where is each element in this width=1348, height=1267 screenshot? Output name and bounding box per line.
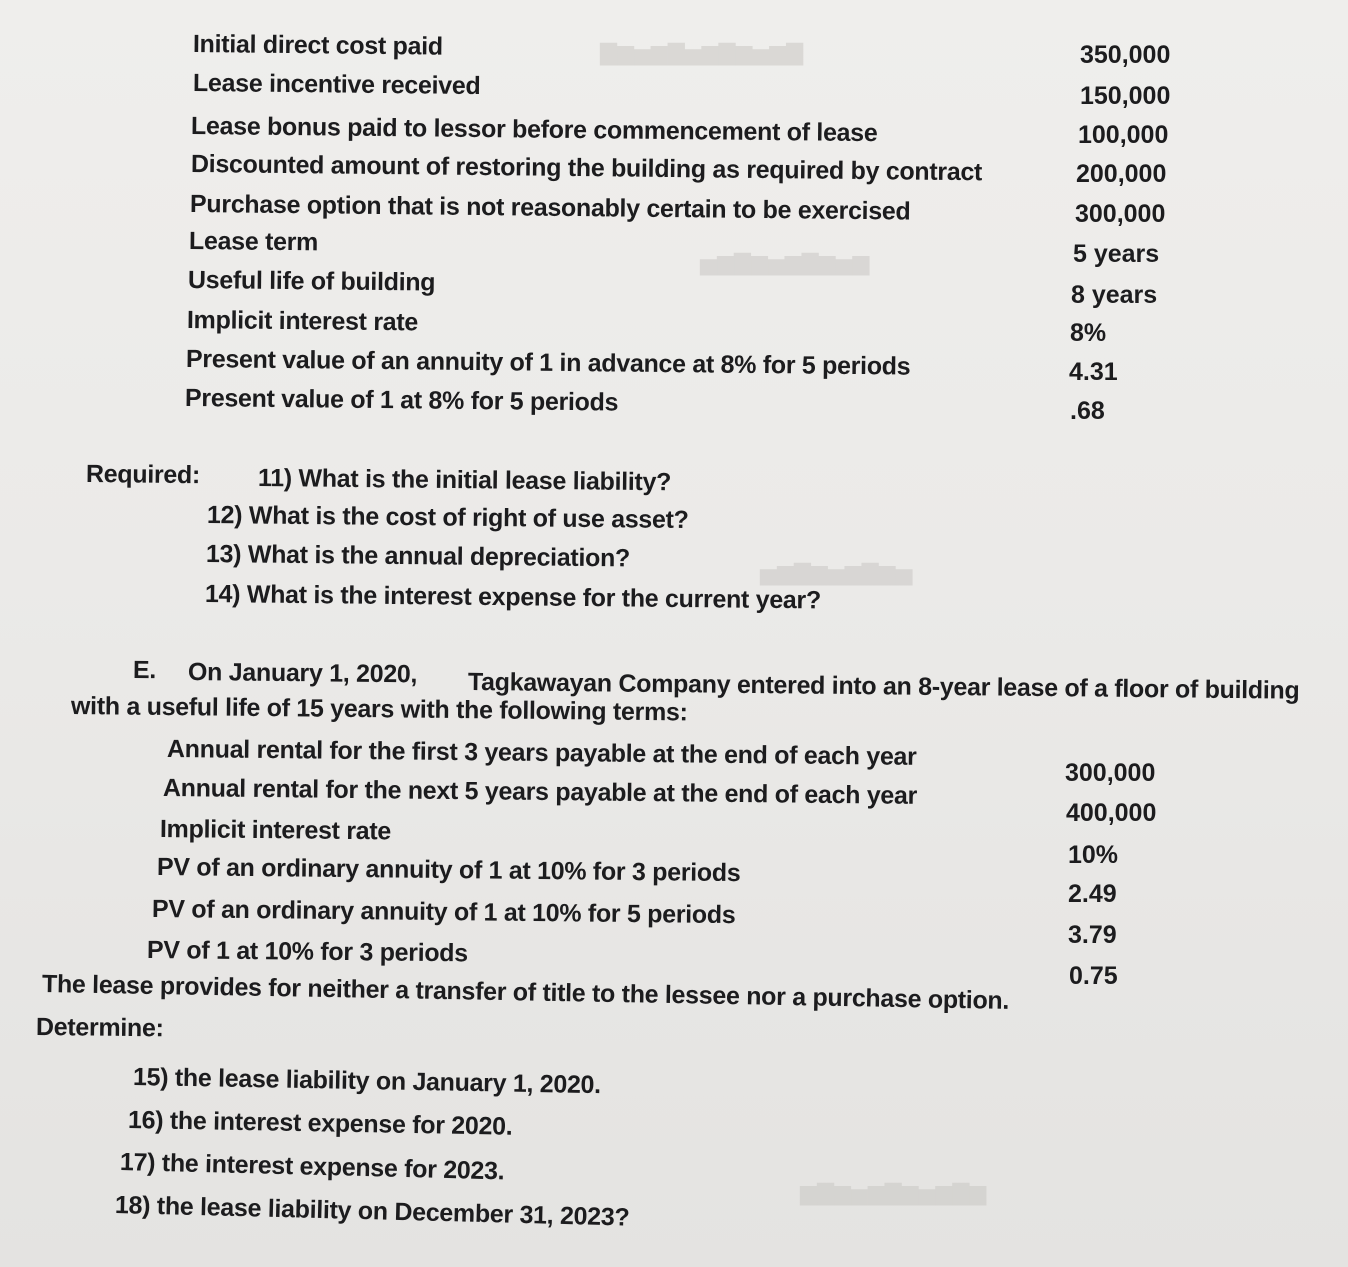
section-e-date: On January 1, 2020, (187, 658, 418, 689)
section-e-letter: E. (132, 656, 157, 685)
item-label: Implicit interest rate (186, 306, 419, 337)
show-through-texture: ▅▆▇▆▅▆▇▆▅ (760, 560, 913, 585)
item-value: 10% (1068, 841, 1119, 869)
item-label: Purchase option that is not reasonably certain to be exercised (189, 190, 911, 226)
item-label: Useful life of building (187, 266, 436, 297)
item-label: Implicit interest rate (159, 815, 392, 846)
question-14: 14) What is the interest expense for the current year? (204, 580, 822, 615)
item-value: 150,000 (1080, 82, 1171, 110)
lease-provision: The lease provides for neither a transfer of title to the lessee nor a purchase option. (41, 970, 1010, 1015)
item-label: Lease bonus paid to lessor before commencement of lease (190, 112, 878, 148)
section-e-intro: Tagkawayan Company entered into an 8-year lease of a floor of building (467, 668, 1300, 705)
item-value: 0.75 (1069, 962, 1118, 990)
item-value: 2.49 (1068, 880, 1117, 908)
required-label: Required: (85, 460, 201, 490)
question-13: 13) What is the annual depreciation? (205, 540, 631, 573)
item-value: 300,000 (1065, 759, 1156, 787)
item-value: 8 years (1071, 281, 1158, 309)
item-label: PV of an ordinary annuity of 1 at 10% for 3 periods (156, 853, 741, 888)
item-value: 300,000 (1075, 200, 1166, 228)
question-16: 16) the interest expense for 2020. (127, 1106, 513, 1141)
item-label: Annual rental for the next 5 years payable at the end of each year (162, 774, 918, 810)
item-value: 5 years (1073, 240, 1160, 268)
question-11: 11) What is the initial lease liability? (257, 464, 672, 497)
item-value: 100,000 (1078, 121, 1169, 149)
item-label: Present value of 1 at 8% for 5 periods (184, 384, 619, 417)
determine-label: Determine: (35, 1013, 164, 1043)
question-18: 18) the lease liability on December 31, 2023? (114, 1191, 630, 1232)
question-15: 15) the lease liability on January 1, 2020. (132, 1063, 602, 1100)
item-value: 350,000 (1080, 41, 1171, 69)
item-label: Discounted amount of restoring the building as required by contract (190, 150, 983, 187)
item-label: Initial direct cost paid (192, 30, 443, 61)
item-value: 8% (1070, 319, 1107, 347)
item-label: Lease incentive received (192, 69, 481, 101)
show-through-texture: ▆▇▆▅▆▇▆▅▆▇▆ (800, 1180, 987, 1205)
item-value: 4.31 (1069, 358, 1118, 386)
item-value: 400,000 (1066, 799, 1157, 827)
item-label: Annual rental for the first 3 years payable at the end of each year (166, 735, 917, 771)
item-label: PV of 1 at 10% for 3 periods (146, 936, 469, 968)
item-value: .68 (1070, 397, 1105, 425)
item-value: 3.79 (1068, 921, 1117, 949)
item-label: Lease term (188, 227, 319, 257)
item-label: PV of an ordinary annuity of 1 at 10% for 5 periods (151, 895, 736, 930)
section-e-intro-line2: with a useful life of 15 years with the following terms: (70, 692, 688, 727)
item-value: 200,000 (1076, 160, 1167, 188)
item-label: Present value of an annuity of 1 in advance at 8% for 5 periods (185, 345, 911, 381)
show-through-texture: ▇▆▅▆▇▆▅▇▆▅▆▇ (600, 40, 804, 65)
show-through-texture: ▆▅▆▇▆▅▆▇▆▅ (700, 250, 870, 275)
question-17: 17) the interest expense for 2023. (119, 1148, 505, 1186)
question-12: 12) What is the cost of right of use asset? (206, 501, 689, 535)
